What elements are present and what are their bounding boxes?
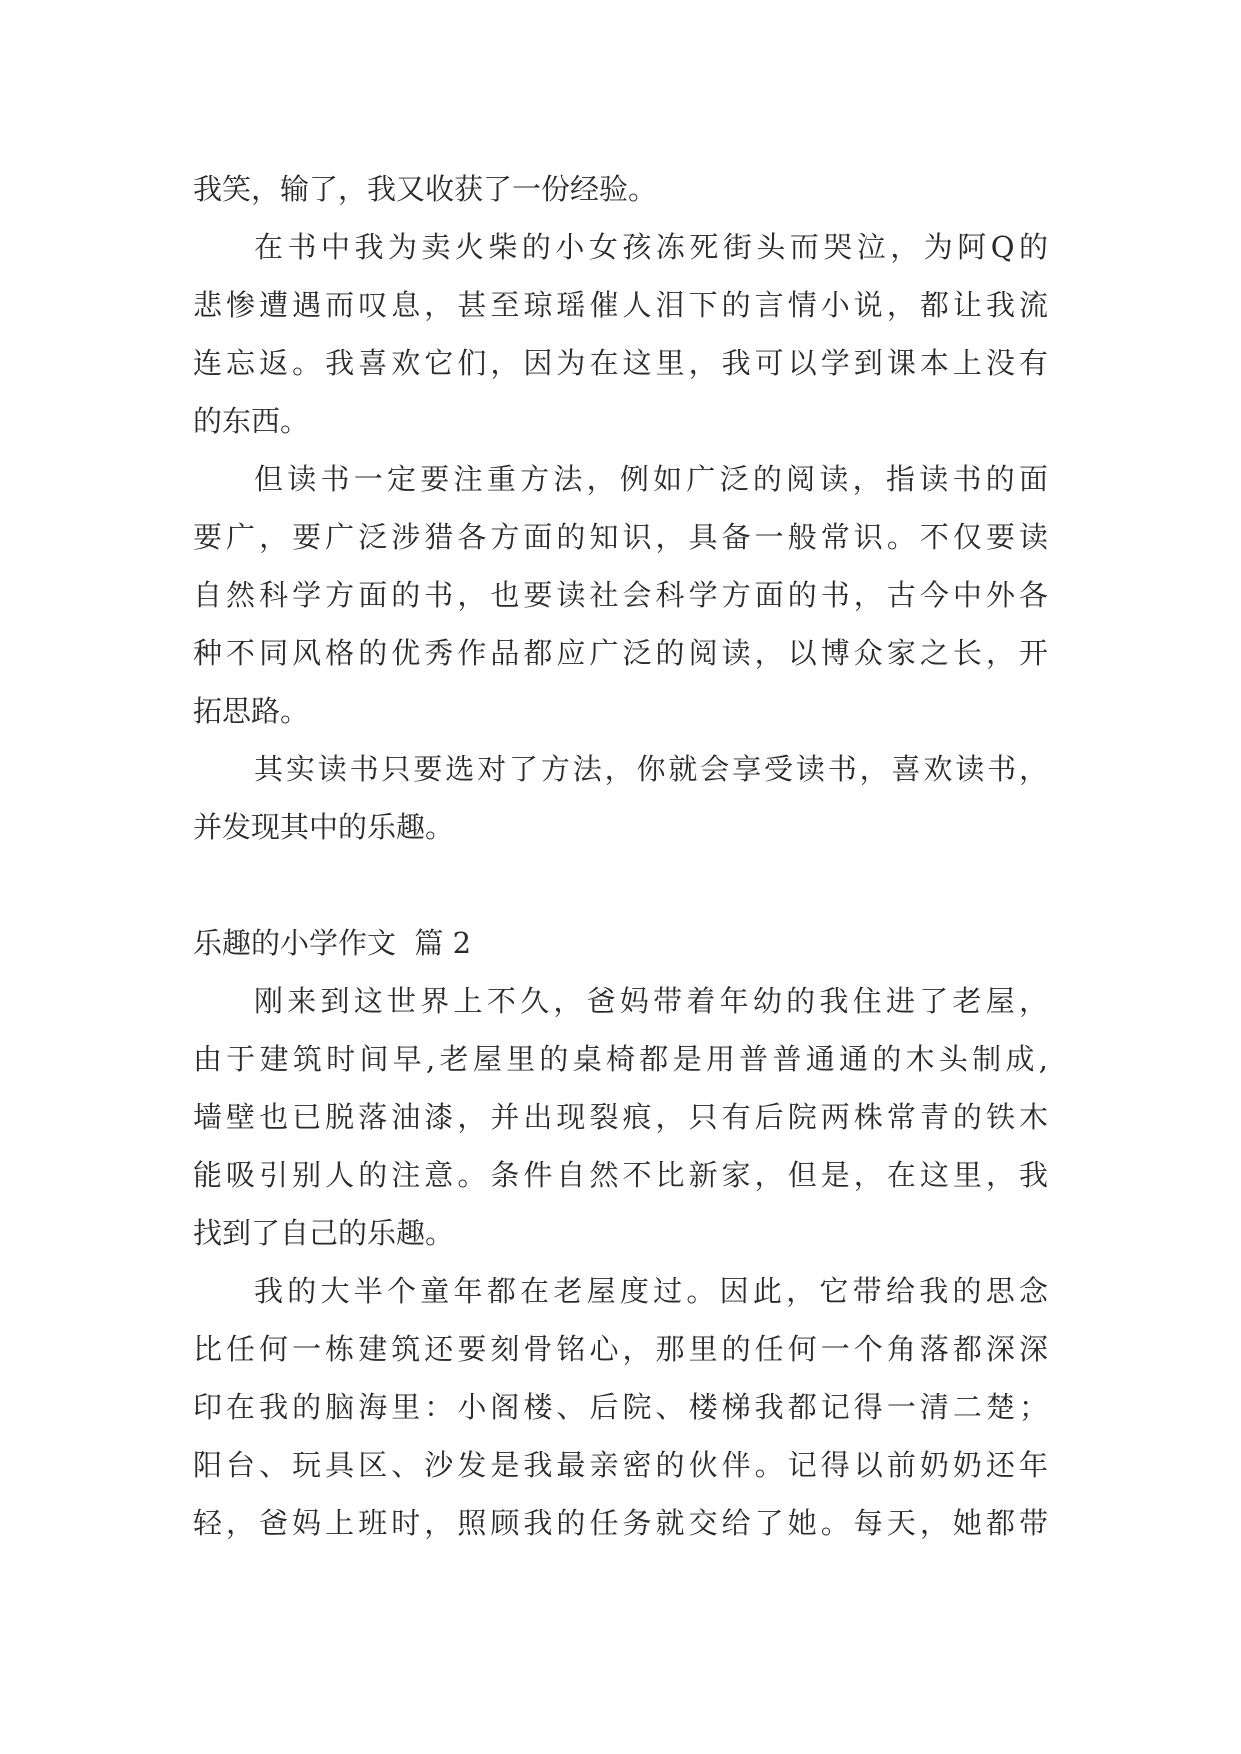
text-line: 要广，要广泛涉猎各方面的知识，具备一般常识。不仅要读 xyxy=(193,520,1048,554)
text-line: 拓思路。 xyxy=(193,694,310,728)
text-line: 种不同风格的优秀作品都应广泛的阅读，以博众家之长，开 xyxy=(193,636,1048,670)
text-line: 印在我的脑海里：小阁楼、后院、楼梯我都记得一清二楚； xyxy=(193,1390,1048,1424)
text-line: 由于建筑时间早,老屋里的桌椅都是用普普通通的木头制成, xyxy=(193,1042,1048,1076)
text-line: 墙壁也已脱落油漆，并出现裂痕，只有后院两株常青的铁木 xyxy=(193,1100,1048,1134)
paragraph xyxy=(193,972,1048,1262)
document-body xyxy=(193,160,1048,1552)
paragraph xyxy=(193,450,1048,740)
paragraph xyxy=(193,1262,1048,1552)
text-line: 其实读书只要选对了方法，你就会享受读书，喜欢读书， xyxy=(254,752,1048,786)
text-line: 并发现其中的乐趣。 xyxy=(193,810,455,844)
text-line: 能吸引别人的注意。条件自然不比新家，但是，在这里，我 xyxy=(193,1158,1048,1192)
text-line: 我的大半个童年都在老屋度过。因此，它带给我的思念 xyxy=(254,1274,1048,1308)
text-line: 自然科学方面的书，也要读社会科学方面的书，古今中外各 xyxy=(193,578,1048,612)
text-line: 我笑，输了，我又收获了一份经验。 xyxy=(193,172,658,206)
text-line: 比任何一栋建筑还要刻骨铭心，那里的任何一个角落都深深 xyxy=(193,1332,1048,1366)
text-line: 的东西。 xyxy=(193,404,310,438)
text-line: 在书中我为卖火柴的小女孩冻死街头而哭泣，为阿Q的 xyxy=(254,230,1048,264)
text-line: 悲惨遭遇而叹息，甚至琼瑶催人泪下的言情小说，都让我流 xyxy=(193,288,1048,322)
text-line: 连忘返。我喜欢它们，因为在这里，我可以学到课本上没有 xyxy=(193,346,1048,380)
text-line: 但读书一定要注重方法，例如广泛的阅读，指读书的面 xyxy=(254,462,1048,496)
text-line: 轻，爸妈上班时，照顾我的任务就交给了她。每天，她都带 xyxy=(193,1506,1048,1540)
text-line: 刚来到这世界上不久，爸妈带着年幼的我住进了老屋， xyxy=(254,984,1048,1018)
paragraph xyxy=(193,218,1048,450)
text-line: 阳台、玩具区、沙发是我最亲密的伙伴。记得以前奶奶还年 xyxy=(193,1448,1048,1482)
paragraph xyxy=(193,160,1048,218)
paragraph xyxy=(193,740,1048,856)
section-heading: 乐趣的小学作文 篇 2 xyxy=(193,926,472,960)
text-line: 找到了自己的乐趣。 xyxy=(193,1216,455,1250)
